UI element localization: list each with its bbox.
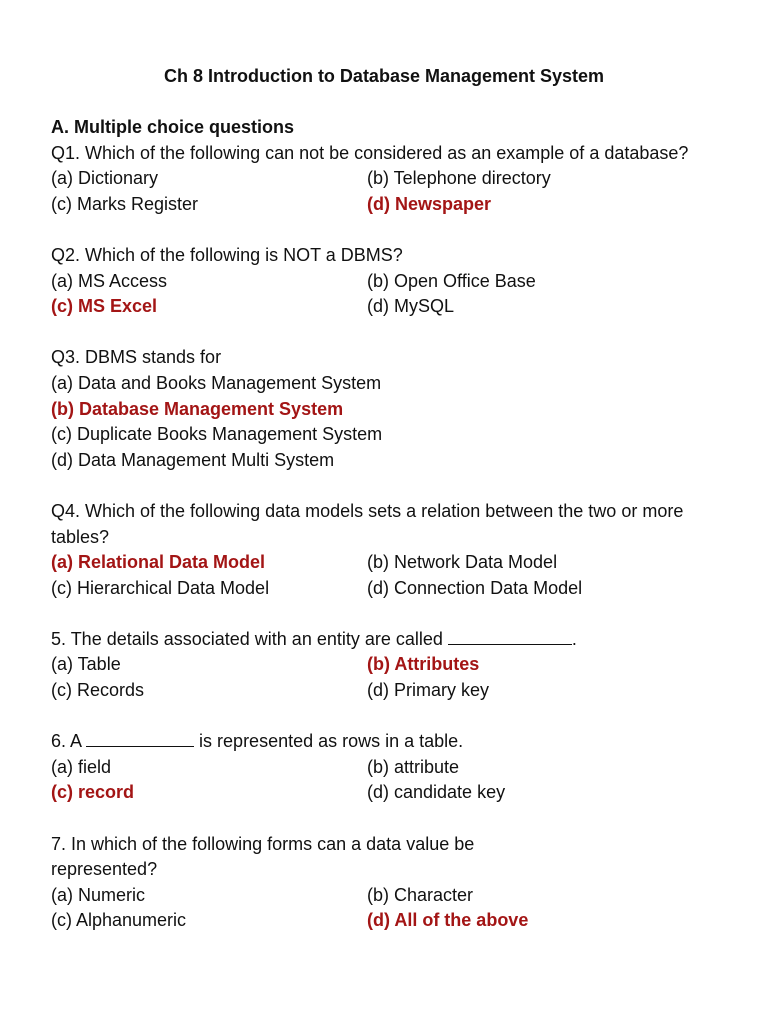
options-row — [51, 269, 741, 295]
answer-option: (d) Data Management Multi System — [51, 449, 335, 470]
options-row — [51, 908, 741, 934]
options-row — [51, 294, 741, 320]
question-text — [51, 729, 741, 755]
answer-option: (b) Network Data Model — [367, 552, 558, 573]
section-heading: A. Multiple choice questions — [51, 117, 295, 137]
options-row — [51, 397, 741, 423]
question-text-after-blank: . — [571, 628, 577, 649]
question-text: Q4. Which of the following data models sets a relation between the two or more tables? — [51, 500, 684, 547]
question-text — [51, 627, 741, 653]
question-text: Q3. DBMS stands for — [51, 347, 222, 368]
answer-option-correct: (a) Relational Data Model — [51, 552, 266, 573]
answer-option: (c) Alphanumeric — [51, 910, 187, 931]
options-row — [51, 755, 741, 781]
question-text: Q2. Which of the following is NOT a DBMS? — [51, 244, 403, 265]
options-row — [51, 652, 741, 678]
answer-option: (a) field — [51, 756, 112, 777]
options-row — [51, 192, 741, 218]
options-row — [51, 576, 741, 602]
fill-in-blank — [86, 729, 194, 747]
page-title: Ch 8 Introduction to Database Management System — [163, 66, 605, 86]
answer-option-correct: (b) Database Management System — [51, 398, 344, 419]
answer-option: (a) Dictionary — [51, 168, 159, 189]
question-list — [51, 115, 741, 960]
options-row — [51, 883, 741, 909]
options-row — [51, 166, 741, 192]
answer-option: (d) Primary key — [367, 680, 490, 701]
question-text: 7. In which of the following forms can a data value be represented? — [51, 833, 475, 880]
answer-option-correct: (c) record — [51, 782, 135, 803]
answer-option-correct: (b) Attributes — [367, 654, 480, 675]
answer-option: (b) Open Office Base — [367, 270, 536, 291]
question-5 — [51, 627, 741, 704]
question-text-before-blank: 6. A — [51, 731, 87, 752]
question-text: Q1. Which of the following can not be considered as an example of a database? — [51, 142, 689, 163]
options-row — [51, 550, 741, 576]
question-3 — [51, 345, 741, 473]
options-row — [51, 780, 741, 806]
question-7 — [51, 832, 741, 934]
question-text-before-blank: 5. The details associated with an entity are called — [51, 628, 448, 649]
answer-option: (c) Marks Register — [51, 193, 199, 214]
answer-option: (c) Records — [51, 680, 145, 701]
fill-in-blank — [448, 627, 572, 645]
options-row — [51, 371, 741, 397]
answer-option: (b) Character — [367, 884, 474, 905]
answer-option: (b) attribute — [367, 756, 460, 777]
answer-option: (c) Hierarchical Data Model — [51, 577, 270, 598]
answer-option: (a) MS Access — [51, 270, 168, 291]
question-4 — [51, 499, 741, 601]
question-6 — [51, 729, 741, 806]
question-1 — [51, 141, 741, 218]
options-row — [51, 448, 741, 474]
answer-option: (a) Numeric — [51, 884, 146, 905]
answer-option: (d) Connection Data Model — [367, 577, 583, 598]
options-row — [51, 422, 741, 448]
answer-option-correct: (d) All of the above — [367, 910, 529, 931]
answer-option: (b) Telephone directory — [367, 168, 551, 189]
answer-option: (c) Duplicate Books Management System — [51, 424, 383, 445]
options-row — [51, 678, 741, 704]
answer-option: (a) Data and Books Management System — [51, 372, 382, 393]
question-text-after-blank: is represented as rows in a table. — [194, 731, 464, 752]
answer-option-correct: (c) MS Excel — [51, 296, 158, 317]
answer-option: (d) candidate key — [367, 782, 506, 803]
question-2 — [51, 243, 741, 320]
answer-option: (a) Table — [51, 654, 121, 675]
answer-option-correct: (d) Newspaper — [367, 193, 492, 214]
answer-option: (d) MySQL — [367, 296, 455, 317]
